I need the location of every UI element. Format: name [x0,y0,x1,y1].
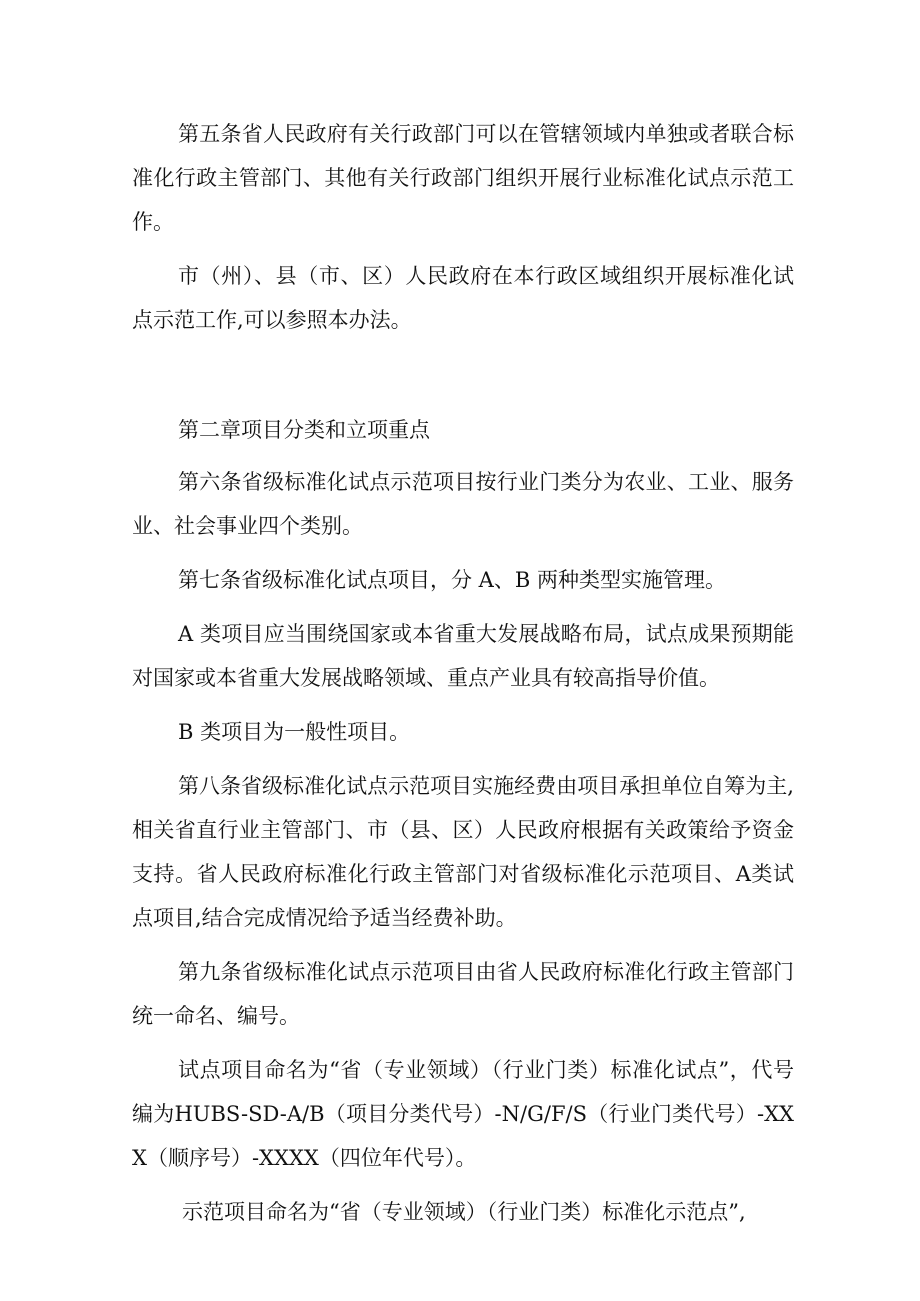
class-a-paragraph: A 类项目应当围绕国家或本省重大发展战略布局，试点成果预期能对国家或本省重大发展战略领域、重点产业具有较高指导价值。 [132,622,794,690]
article-5-paragraph: 第五条省人民政府有关行政部门可以在管辖领域内单独或者联合标准化行政主管部门、其他有关行政部门组织开展行业标准化试点示范工作。 [132,122,794,234]
municipal-reference-paragraph: 市（州）、县（市、区）人民政府在本行政区域组织开展标准化试点示范工作,可以参照本办法。 [132,264,794,332]
article-9-paragraph: 第九条省级标准化试点示范项目由省人民政府标准化行政主管部门统一命名、编号。 [132,960,794,1028]
article-6-paragraph: 第六条省级标准化试点示范项目按行业门类分为农业、工业、服务业、社会事业四个类别。 [132,470,794,538]
article-7-paragraph: 第七条省级标准化试点项目，分 A、B 两种类型实施管理。 [178,568,726,592]
pilot-naming-paragraph: 试点项目命名为“省（专业领域）（行业门类）标准化试点”，代号编为HUBS-SD-A/B（项目分类代号）-N/G/F/S（行业门类代号）-XXX（顺序号）-XXXX（四位年代号）。 [132,1058,794,1170]
chapter-two-heading: 第二章项目分类和立项重点 [178,418,430,442]
class-b-paragraph: B 类项目为一般性项目。 [178,720,411,744]
article-8-paragraph: 第八条省级标准化试点示范项目实施经费由项目承担单位自筹为主,相关省直行业主管部门、市（县、区）人民政府根据有关政策给予资金支持。省人民政府标准化行政主管部门对省级标准化示范项目、A类试点项目,结合完成情况给予适当经费补助。 [132,774,794,930]
document-page [132,112,794,1234]
demonstration-naming-paragraph: 示范项目命名为“省（专业领域）（行业门类）标准化示范点”, [182,1200,746,1224]
